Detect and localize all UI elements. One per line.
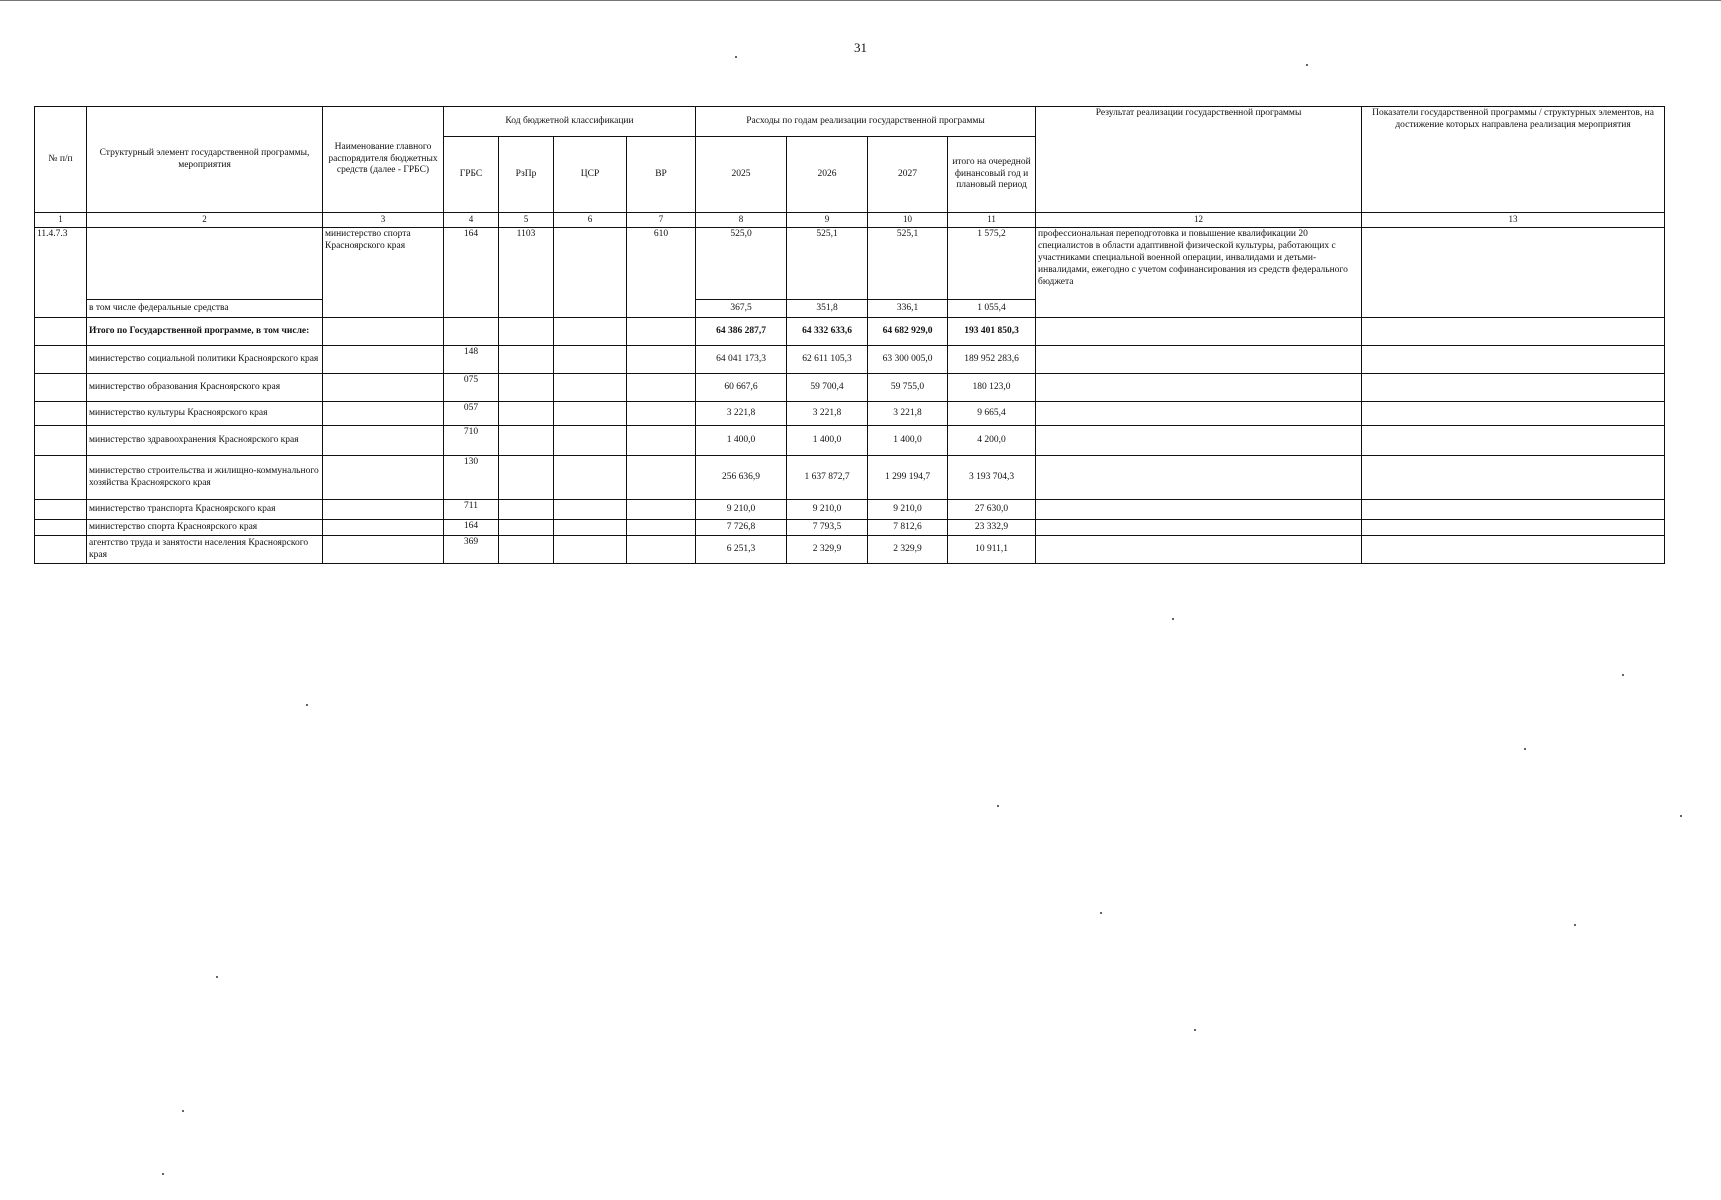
column-number: 12 (1036, 213, 1362, 228)
empty-cell (499, 402, 554, 426)
empty-cell (499, 456, 554, 500)
empty-cell (1362, 374, 1665, 402)
column-number: 1 (35, 213, 87, 228)
item-2026: 525,1 (787, 228, 868, 300)
empty-cell (499, 318, 554, 346)
header-element: Структурный элемент государственной программы, мероприятия (87, 107, 323, 213)
item-grbs: 164 (444, 228, 499, 318)
empty-cell (35, 456, 87, 500)
empty-cell (1362, 346, 1665, 374)
row-total: 4 200,0 (948, 426, 1036, 456)
row-2027: 3 221,8 (868, 402, 948, 426)
empty-cell (323, 520, 444, 536)
scan-edge (0, 0, 1721, 1)
header-result: Результат реализации государственной программы (1036, 107, 1362, 213)
empty-cell (35, 536, 87, 564)
row-2025: 9 210,0 (696, 500, 787, 520)
column-number: 5 (499, 213, 554, 228)
header-grbs-name: Наименование главного распорядителя бюджетных средств (далее - ГРБС) (323, 107, 444, 213)
empty-cell (627, 318, 696, 346)
item-total: 1 575,2 (948, 228, 1036, 300)
scan-speck (1680, 815, 1682, 817)
empty-cell (323, 456, 444, 500)
empty-cell (35, 346, 87, 374)
empty-cell (323, 346, 444, 374)
column-number: 11 (948, 213, 1036, 228)
column-number: 8 (696, 213, 787, 228)
table-row (35, 520, 1665, 536)
column-number: 7 (627, 213, 696, 228)
empty-cell (554, 318, 627, 346)
row-total: 27 630,0 (948, 500, 1036, 520)
empty-cell (444, 318, 499, 346)
empty-cell (1036, 346, 1362, 374)
item-result: профессиональная переподготовка и повышение квалификации 20 специалистов в области адаптивной физической культуры, работающих с участниками специальной военной операции, инвалидами и детьми-инвалидами, ежегодно с учетом софинансирования из средств федерального бюджета (1036, 228, 1362, 318)
empty-cell (627, 536, 696, 564)
federal-total: 1 055,4 (948, 300, 1036, 318)
table-row-total (35, 318, 1665, 346)
total-label: Итого по Государственной программе, в том числе: (87, 318, 323, 346)
item-element (87, 228, 323, 300)
empty-cell (554, 426, 627, 456)
row-2027: 1 400,0 (868, 426, 948, 456)
scan-speck (1524, 748, 1526, 750)
item-vr: 610 (627, 228, 696, 318)
empty-cell (1362, 402, 1665, 426)
empty-cell (1362, 318, 1665, 346)
row-name: министерство спорта Красноярского края (87, 520, 323, 536)
empty-cell (1036, 318, 1362, 346)
row-grbs: 369 (444, 536, 499, 564)
scan-speck (1574, 924, 1576, 926)
row-2025: 256 636,9 (696, 456, 787, 500)
empty-cell (35, 520, 87, 536)
row-grbs: 075 (444, 374, 499, 402)
scan-speck (1100, 912, 1102, 914)
row-total: 3 193 704,3 (948, 456, 1036, 500)
header-csr: ЦСР (554, 137, 627, 213)
empty-cell (554, 520, 627, 536)
empty-cell (35, 402, 87, 426)
item-rzpr: 1103 (499, 228, 554, 318)
federal-2025: 367,5 (696, 300, 787, 318)
scan-speck (182, 1110, 184, 1112)
empty-cell (323, 318, 444, 346)
empty-cell (499, 426, 554, 456)
row-2025: 7 726,8 (696, 520, 787, 536)
header-2025: 2025 (696, 137, 787, 213)
row-2025: 64 041 173,3 (696, 346, 787, 374)
empty-cell (1362, 456, 1665, 500)
column-number: 9 (787, 213, 868, 228)
federal-label: в том числе федеральные средства (87, 300, 323, 318)
table-row-item (35, 228, 1665, 300)
header-total: итого на очередной финансовый год и плановый период (948, 137, 1036, 213)
empty-cell (499, 346, 554, 374)
row-2026: 9 210,0 (787, 500, 868, 520)
empty-cell (1036, 426, 1362, 456)
empty-cell (1036, 456, 1362, 500)
row-name: агентство труда и занятости населения Красноярского края (87, 536, 323, 564)
empty-cell (1036, 500, 1362, 520)
row-2027: 63 300 005,0 (868, 346, 948, 374)
total-2026: 64 332 633,6 (787, 318, 868, 346)
empty-cell (1036, 374, 1362, 402)
empty-cell (323, 500, 444, 520)
scan-speck (735, 56, 737, 58)
empty-cell (35, 500, 87, 520)
row-grbs: 130 (444, 456, 499, 500)
empty-cell (627, 426, 696, 456)
scan-speck (162, 1173, 164, 1175)
row-2026: 1 637 872,7 (787, 456, 868, 500)
row-name: министерство транспорта Красноярского края (87, 500, 323, 520)
empty-cell (35, 374, 87, 402)
row-2026: 7 793,5 (787, 520, 868, 536)
empty-cell (499, 536, 554, 564)
empty-cell (554, 456, 627, 500)
row-total: 23 332,9 (948, 520, 1036, 536)
header-rzpr: РзПр (499, 137, 554, 213)
scan-speck (1306, 64, 1308, 66)
row-2027: 1 299 194,7 (868, 456, 948, 500)
empty-cell (627, 374, 696, 402)
row-name: министерство здравоохранения Красноярского края (87, 426, 323, 456)
header-code-group: Код бюджетной классификации (444, 107, 696, 137)
header-2027: 2027 (868, 137, 948, 213)
empty-cell (323, 536, 444, 564)
header-indicators: Показатели государственной программы / структурных элементов, на достижение которых направлена реализация мероприятия (1362, 107, 1665, 213)
item-indicators (1362, 228, 1665, 318)
row-grbs: 164 (444, 520, 499, 536)
empty-cell (554, 500, 627, 520)
row-2026: 2 329,9 (787, 536, 868, 564)
total-total: 193 401 850,3 (948, 318, 1036, 346)
item-csr (554, 228, 627, 318)
scan-speck (306, 704, 308, 706)
row-total: 180 123,0 (948, 374, 1036, 402)
empty-cell (627, 456, 696, 500)
row-total: 10 911,1 (948, 536, 1036, 564)
row-2025: 6 251,3 (696, 536, 787, 564)
empty-cell (323, 426, 444, 456)
empty-cell (627, 346, 696, 374)
empty-cell (35, 426, 87, 456)
row-grbs: 148 (444, 346, 499, 374)
row-name: министерство строительства и жилищно-коммунального хозяйства Красноярского края (87, 456, 323, 500)
empty-cell (1036, 536, 1362, 564)
empty-cell (554, 346, 627, 374)
total-2027: 64 682 929,0 (868, 318, 948, 346)
empty-cell (1036, 520, 1362, 536)
empty-cell (1362, 426, 1665, 456)
row-name: министерство образования Красноярского края (87, 374, 323, 402)
empty-cell (554, 536, 627, 564)
empty-cell (554, 374, 627, 402)
column-number: 2 (87, 213, 323, 228)
empty-cell (1362, 520, 1665, 536)
row-2026: 62 611 105,3 (787, 346, 868, 374)
header-vr: ВР (627, 137, 696, 213)
empty-cell (35, 318, 87, 346)
empty-cell (1036, 402, 1362, 426)
row-2026: 59 700,4 (787, 374, 868, 402)
header-2026: 2026 (787, 137, 868, 213)
empty-cell (627, 402, 696, 426)
row-name: министерство культуры Красноярского края (87, 402, 323, 426)
scan-speck (1172, 618, 1174, 620)
header-grbs: ГРБС (444, 137, 499, 213)
column-number-row (35, 213, 1665, 228)
federal-2026: 351,8 (787, 300, 868, 318)
empty-cell (627, 520, 696, 536)
row-2025: 1 400,0 (696, 426, 787, 456)
item-number: 11.4.7.3 (35, 228, 87, 318)
budget-table (34, 106, 1665, 564)
table-row (35, 456, 1665, 500)
row-total: 9 665,4 (948, 402, 1036, 426)
row-2026: 3 221,8 (787, 402, 868, 426)
table-row (35, 374, 1665, 402)
empty-cell (499, 520, 554, 536)
item-2027: 525,1 (868, 228, 948, 300)
column-number: 13 (1362, 213, 1665, 228)
item-2025: 525,0 (696, 228, 787, 300)
row-grbs: 710 (444, 426, 499, 456)
row-grbs: 711 (444, 500, 499, 520)
column-number: 6 (554, 213, 627, 228)
empty-cell (499, 374, 554, 402)
empty-cell (323, 402, 444, 426)
scan-speck (1194, 1029, 1196, 1031)
header-expense-group: Расходы по годам реализации государственной программы (696, 107, 1036, 137)
table-row (35, 426, 1665, 456)
empty-cell (1362, 500, 1665, 520)
federal-2027: 336,1 (868, 300, 948, 318)
item-grbs-name: министерство спорта Красноярского края (323, 228, 444, 318)
row-2027: 2 329,9 (868, 536, 948, 564)
table-row (35, 402, 1665, 426)
row-2026: 1 400,0 (787, 426, 868, 456)
row-2025: 60 667,6 (696, 374, 787, 402)
table-row (35, 500, 1665, 520)
column-number: 3 (323, 213, 444, 228)
empty-cell (499, 500, 554, 520)
row-2027: 9 210,0 (868, 500, 948, 520)
column-number: 10 (868, 213, 948, 228)
total-2025: 64 386 287,7 (696, 318, 787, 346)
scan-speck (1622, 674, 1624, 676)
row-2027: 59 755,0 (868, 374, 948, 402)
empty-cell (1362, 536, 1665, 564)
empty-cell (627, 500, 696, 520)
empty-cell (323, 374, 444, 402)
page-number: 31 (854, 40, 867, 55)
row-2027: 7 812,6 (868, 520, 948, 536)
empty-cell (554, 402, 627, 426)
table-row (35, 346, 1665, 374)
row-grbs: 057 (444, 402, 499, 426)
row-2025: 3 221,8 (696, 402, 787, 426)
scan-speck (216, 976, 218, 978)
scan-speck (997, 805, 999, 807)
row-total: 189 952 283,6 (948, 346, 1036, 374)
header-num: № п/п (35, 107, 87, 213)
table-row (35, 536, 1665, 564)
row-name: министерство социальной политики Красноярского края (87, 346, 323, 374)
column-number: 4 (444, 213, 499, 228)
